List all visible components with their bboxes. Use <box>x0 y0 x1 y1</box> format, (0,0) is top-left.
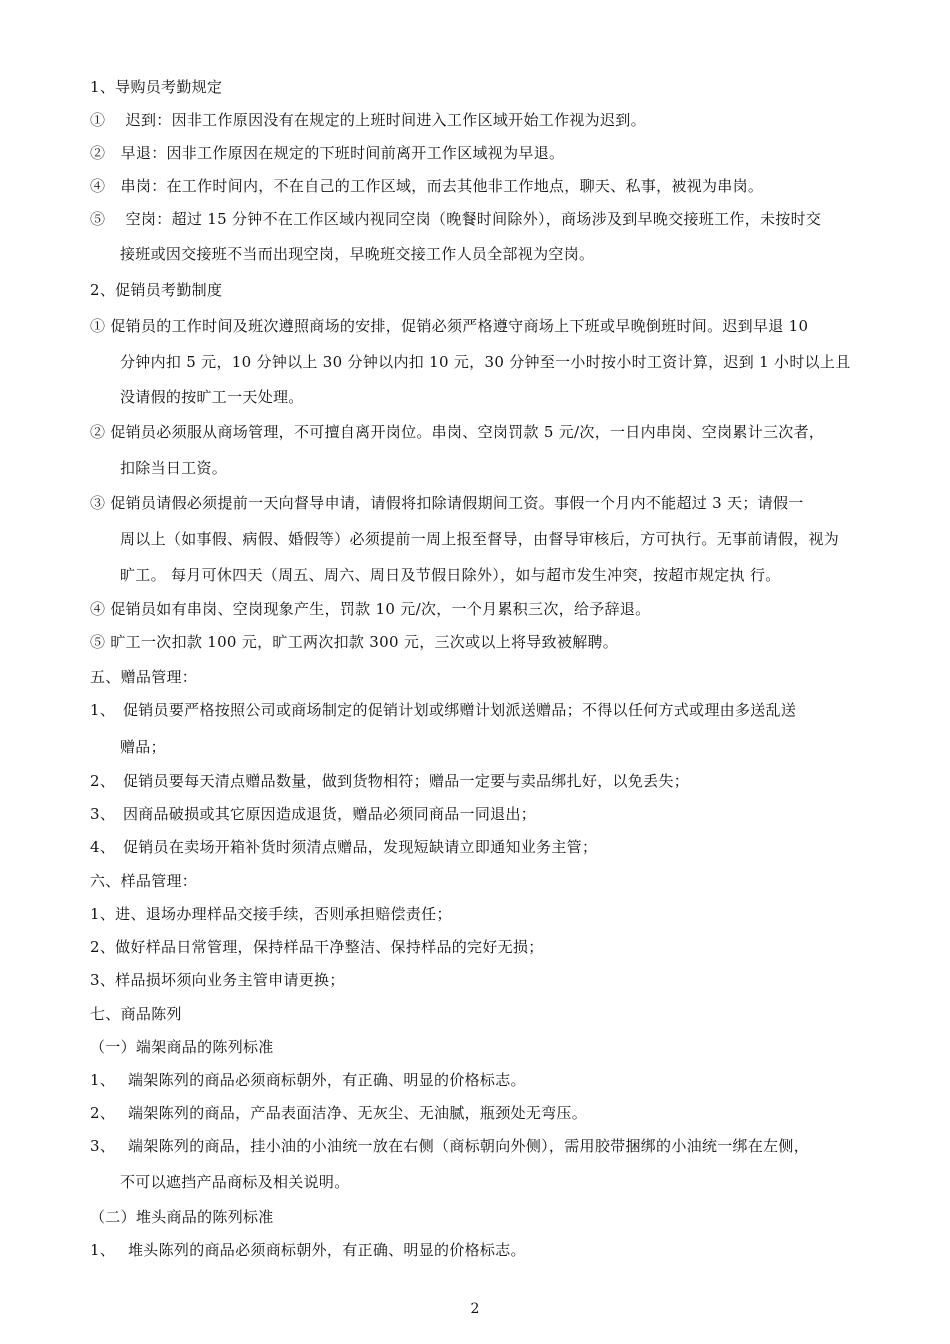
endcap-rule-3-cont: 不可以遮挡产品商标及相关说明。 <box>120 1173 350 1191</box>
rule-early-leave: ② 早退：因非工作原因在规定的下班时间前离开工作区域视为早退。 <box>90 144 565 162</box>
subheading-stack-standard: （二）堆头商品的陈列标准 <box>90 1208 274 1226</box>
promoter-rule-1-cont-b: 没请假的按旷工一天处理。 <box>120 388 304 406</box>
heading-6-sample-management: 六、样品管理： <box>90 872 198 890</box>
gift-rule-1-cont: 赠品； <box>120 738 166 756</box>
heading-2-promoter-attendance: 2、促销员考勤制度 <box>90 281 223 299</box>
endcap-rule-1: 1、 端架陈列的商品必须商标朝外，有正确、明显的价格标志。 <box>90 1071 526 1089</box>
rule-wandering: ④ 串岗：在工作时间内，不在自己的工作区域，而去其他非工作地点，聊天、私事，被视为串岗。 <box>90 177 764 195</box>
gift-rule-1: 1、 促销员要严格按照公司或商场制定的促销计划或绑赠计划派送赠品；不得以任何方式或理由多送乱送 <box>90 701 797 719</box>
endcap-rule-3: 3、 端架陈列的商品，挂小油的小油统一放在右侧（商标朝向外侧），需用胶带捆绑的小油统一绑在左侧， <box>90 1137 810 1155</box>
sample-rule-1: 1、进、退场办理样品交接手续，否则承担赔偿责任； <box>90 905 452 923</box>
rule-absent-post-cont: 接班或因交接班不当而出现空岗，早晚班交接工作人员全部视为空岗。 <box>120 245 595 263</box>
heading-7-display: 七、商品陈列 <box>90 1005 182 1023</box>
gift-rule-4: 4、 促销员在卖场开箱补货时须清点赠品，发现短缺请立即通知业务主管； <box>90 838 598 856</box>
heading-5-gift-management: 五、赠品管理： <box>90 668 198 686</box>
promoter-rule-2-cont: 扣除当日工资。 <box>120 459 228 477</box>
subheading-endcap-standard: （一）端架商品的陈列标准 <box>90 1038 274 1056</box>
promoter-rule-3: ③ 促销员请假必须提前一天向督导申请，请假将扣除请假期间工资。事假一个月内不能超过 3 天；请假一 <box>90 494 804 512</box>
sample-rule-3: 3、样品损坏须向业务主管申请更换； <box>90 971 345 989</box>
promoter-rule-1: ① 促销员的工作时间及班次遵照商场的安排，促销必须严格遵守商场上下班或早晚倒班时间。迟到早退 10 <box>90 317 809 335</box>
promoter-rule-3-cont-a: 周以上（如事假、病假、婚假等）必须提前一周上报至督导，由督导审核后，方可执行。无事前请假，视为 <box>120 530 840 548</box>
gift-rule-2: 2、 促销员要每天清点赠品数量，做到货物相符；赠品一定要与卖品绑扎好，以免丢失； <box>90 772 690 790</box>
rule-late: ① 迟到：因非工作原因没有在规定的上班时间进入工作区域开始工作视为迟到。 <box>90 111 646 129</box>
sample-rule-2: 2、做好样品日常管理，保持样品干净整洁、保持样品的完好无损； <box>90 938 544 956</box>
stack-rule-1: 1、 堆头陈列的商品必须商标朝外，有正确、明显的价格标志。 <box>90 1241 526 1259</box>
heading-1-attendance: 1、导购员考勤规定 <box>90 78 223 96</box>
rule-absent-post: ⑤ 空岗：超过 15 分钟不在工作区域内视同空岗（晚餐时间除外），商场涉及到早晚交接班工作，未按时交 <box>90 210 822 228</box>
endcap-rule-2: 2、 端架陈列的商品，产品表面洁净、无灰尘、无油腻，瓶颈处无弯压。 <box>90 1104 588 1122</box>
promoter-rule-2: ② 促销员必须服从商场管理，不可擅自离开岗位。串岗、空岗罚款 5 元/次，一日内串岗、空岗累计三次者， <box>90 423 825 441</box>
gift-rule-3: 3、 因商品破损或其它原因造成退货，赠品必须同商品一同退出； <box>90 805 537 823</box>
page-number: 2 <box>470 1301 480 1317</box>
promoter-rule-5: ⑤ 旷工一次扣款 100 元，旷工两次扣款 300 元，三次或以上将导致被解聘。 <box>90 633 619 651</box>
promoter-rule-3-cont-b: 旷工。 每月可休四天（周五、周六、周日及节假日除外），如与超市发生冲突，按超市规定执 行。 <box>120 566 781 584</box>
promoter-rule-4: ④ 促销员如有串岗、空岗现象产生，罚款 10 元/次，一个月累积三次，给予辞退。 <box>90 600 651 618</box>
promoter-rule-1-cont-a: 分钟内扣 5 元，10 分钟以上 30 分钟以内扣 10 元，30 分钟至一小时按小时工资计算，迟到 1 小时以上且 <box>120 353 851 371</box>
